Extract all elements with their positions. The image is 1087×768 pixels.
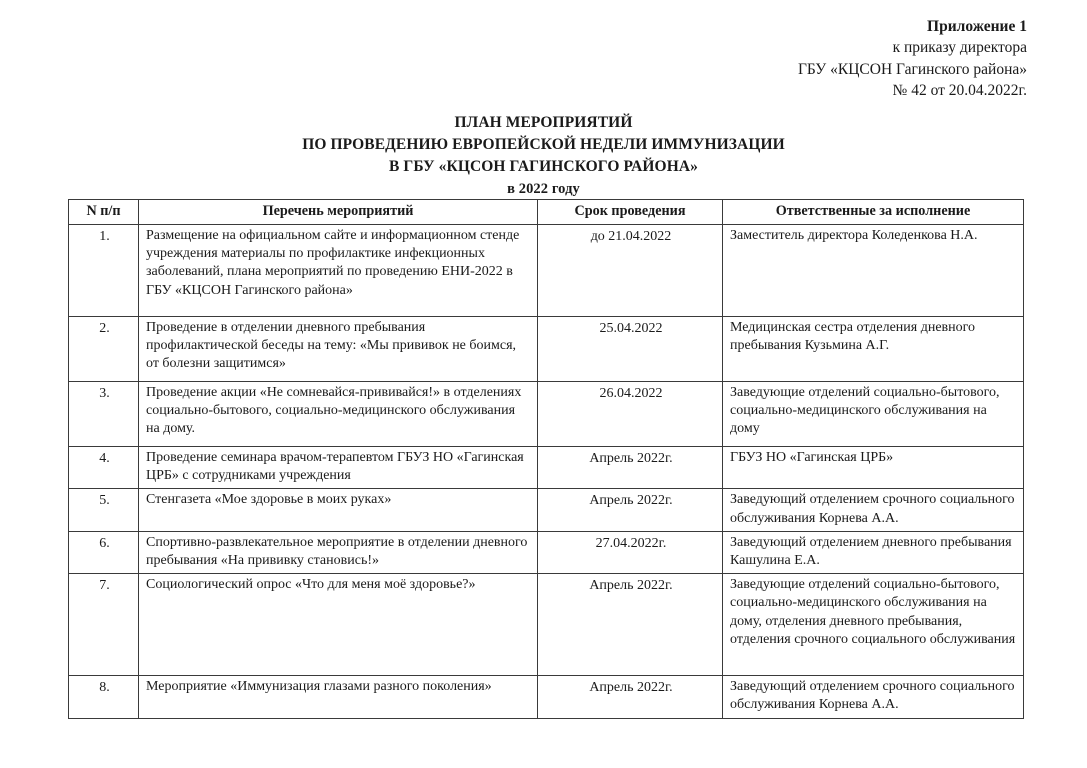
table-row <box>69 574 1024 676</box>
cell-responsible: Заведующие отделений социально-бытового, социально-медицинского обслуживания на дому, отделения дневного пребывания, отделения срочного социального обслуживания <box>723 574 1024 676</box>
cell-responsible: Заведующий отделением срочного социального обслуживания Корнева А.А. <box>723 676 1024 718</box>
cell-responsible: Заведующие отделений социально-бытового, социально-медицинского обслуживания на дому <box>723 382 1024 447</box>
cell-number: 5. <box>69 489 139 531</box>
cell-number: 2. <box>69 317 139 382</box>
title-line-3: В ГБУ «КЦСОН ГАГИНСКОГО РАЙОНА» <box>389 158 698 175</box>
cell-date: Апрель 2022г. <box>538 489 723 531</box>
cell-event: Проведение в отделении дневного пребывания профилактической беседы на тему: «Мы прививок не боимся, от болезни защитимся» <box>139 317 538 382</box>
cell-responsible: Заместитель директора Коледенкова Н.А. <box>723 225 1024 317</box>
table-header-row <box>69 200 1024 225</box>
cell-number: 8. <box>69 676 139 718</box>
cell-event: Социологический опрос «Что для меня моё здоровье?» <box>139 574 538 676</box>
column-header-event: Перечень мероприятий <box>139 200 538 225</box>
cell-number: 6. <box>69 531 139 573</box>
title-line-1: ПЛАН МЕРОПРИЯТИЙ <box>454 114 633 131</box>
table-row <box>69 676 1024 718</box>
approval-line-organization: ГБУ «КЦСОН Гагинского района» <box>797 60 1027 78</box>
table-row <box>69 225 1024 317</box>
cell-date: Апрель 2022г. <box>538 676 723 718</box>
cell-number: 3. <box>69 382 139 447</box>
cell-responsible: ГБУЗ НО «Гагинская ЦРБ» <box>723 447 1024 489</box>
column-header-number: N п/п <box>69 200 139 225</box>
cell-date: 27.04.2022г. <box>538 531 723 573</box>
cell-date: Апрель 2022г. <box>538 574 723 676</box>
table-row <box>69 382 1024 447</box>
cell-responsible: Заведующий отделением срочного социального обслуживания Корнева А.А. <box>723 489 1024 531</box>
cell-date: до 21.04.2022 <box>538 225 723 317</box>
cell-number: 7. <box>69 574 139 676</box>
cell-date: Апрель 2022г. <box>538 447 723 489</box>
table-row <box>69 447 1024 489</box>
cell-responsible: Медицинская сестра отделения дневного пребывания Кузьмина А.Г. <box>723 317 1024 382</box>
cell-event: Спортивно-развлекательное мероприятие в отделении дневного пребывания «На прививку становись!» <box>139 531 538 573</box>
cell-date: 26.04.2022 <box>538 382 723 447</box>
column-header-date: Срок проведения <box>538 200 723 225</box>
page-title <box>0 112 1087 200</box>
cell-number: 4. <box>69 447 139 489</box>
plan-table <box>68 199 1024 719</box>
table-row <box>69 317 1024 382</box>
cell-date: 25.04.2022 <box>538 317 723 382</box>
cell-event: Проведение семинара врачом-терапевтом ГБУЗ НО «Гагинская ЦРБ» с сотрудниками учреждения <box>139 447 538 489</box>
title-year: в 2022 году <box>507 181 580 197</box>
cell-event: Проведение акции «Не сомневайся-прививайся!» в отделениях социально-бытового, социально-медицинского обслуживания на дому. <box>139 382 538 447</box>
column-header-responsible: Ответственные за исполнение <box>723 200 1024 225</box>
cell-event: Мероприятие «Иммунизация глазами разного поколения» <box>139 676 538 718</box>
cell-number: 1. <box>69 225 139 317</box>
approval-line-order: к приказу директора <box>892 39 1027 57</box>
title-line-2: ПО ПРОВЕДЕНИЮ ЕВРОПЕЙСКОЙ НЕДЕЛИ ИММУНИЗАЦИИ <box>302 136 785 153</box>
cell-responsible: Заведующий отделением дневного пребывания Кашулина Е.А. <box>723 531 1024 573</box>
approval-block <box>607 16 1027 102</box>
table-row <box>69 531 1024 573</box>
appendix-title: Приложение 1 <box>927 18 1027 35</box>
cell-event: Размещение на официальном сайте и информационном стенде учреждения материалы по профилактике инфекционных заболеваний, плана мероприятий по проведению ЕНИ-2022 в ГБУ «КЦСОН Гагинского района» <box>139 225 538 317</box>
cell-event: Стенгазета «Мое здоровье в моих руках» <box>139 489 538 531</box>
approval-line-number-date: № 42 от 20.04.2022г. <box>892 82 1027 100</box>
table-row <box>69 489 1024 531</box>
